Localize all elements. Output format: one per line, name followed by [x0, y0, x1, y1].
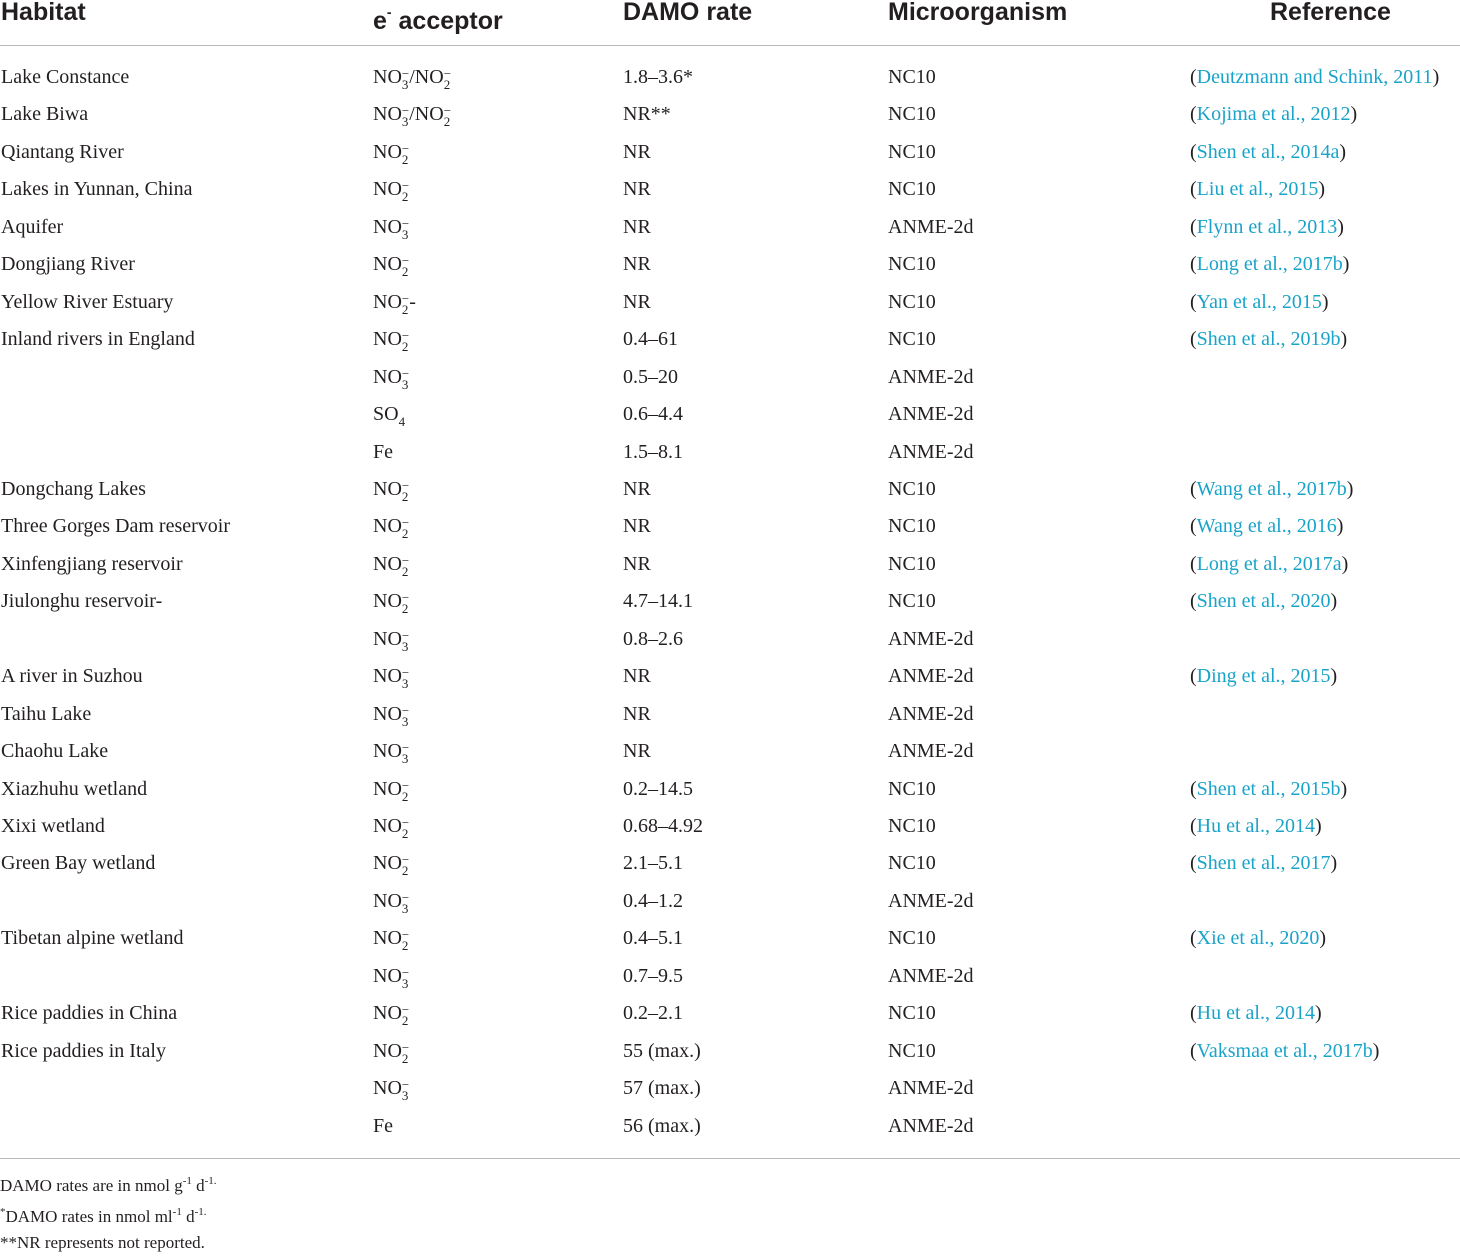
table-row — [0, 324, 1460, 361]
cell-habitat: Yellow River Estuary — [1, 290, 174, 313]
cell-acceptor: NO − 3 — [373, 889, 410, 916]
cell-habitat: Green Bay wetland — [1, 852, 156, 875]
table-row — [0, 736, 1460, 773]
table-row — [0, 586, 1460, 623]
cell-acceptor: NO − 2 — [373, 815, 410, 841]
cell-rate: 1.8–3.6* — [623, 66, 693, 88]
cell-acceptor: NO − 2 — [373, 1039, 410, 1066]
cell-microorganism: ANME-2d — [888, 740, 974, 763]
cell-microorganism: ANME-2d — [888, 964, 974, 987]
cell-reference: (Shen et al., 2017) — [1190, 852, 1338, 875]
cell-habitat: Jiulonghu reservoir- — [1, 590, 163, 613]
cell-reference: (Ding et al., 2015) — [1190, 665, 1338, 688]
cell-rate: 0.7–9.5 — [623, 964, 683, 987]
cell-microorganism: NC10 — [888, 1002, 936, 1025]
cell-habitat: Qiantang River — [1, 140, 124, 163]
table-row — [0, 886, 1460, 923]
cell-habitat: Dongjiang River — [1, 253, 135, 276]
cell-rate: 4.7–14.1 — [623, 590, 693, 613]
cell-rate: 0.2–2.1 — [623, 1002, 683, 1025]
cell-acceptor: NO − 2 — [373, 253, 410, 280]
cell-acceptor: NO − 2 — [373, 477, 410, 504]
cell-rate: NR — [623, 665, 651, 688]
table-row — [0, 474, 1460, 511]
cell-rate: NR — [623, 740, 651, 763]
cell-habitat: Aquifer — [1, 215, 64, 238]
table-header — [0, 0, 1460, 46]
cell-microorganism: NC10 — [888, 852, 936, 875]
cell-acceptor: NO − 3 — [373, 702, 410, 729]
cell-acceptor: NO − 2 — [373, 1002, 410, 1029]
cell-reference: (Wang et al., 2016) — [1190, 515, 1344, 538]
cell-rate: NR — [623, 477, 651, 500]
cell-habitat: Rice paddies in China — [1, 1002, 178, 1025]
table-row — [0, 437, 1460, 474]
cell-microorganism: ANME-2d — [888, 889, 974, 912]
cell-rate: 0.4–1.2 — [623, 889, 683, 912]
cell-microorganism: ANME-2d — [888, 1077, 974, 1100]
table-row — [0, 624, 1460, 661]
table-row — [0, 287, 1460, 324]
cell-acceptor: NO − 3 — [373, 215, 410, 242]
table-row — [0, 511, 1460, 548]
reference-link[interactable]: Long et al., 2017b — [1196, 253, 1343, 276]
table-row — [0, 998, 1460, 1035]
note-nr: **NR represents not reported. — [0, 1233, 205, 1252]
cell-acceptor: SO 4 — [373, 403, 406, 430]
table-row — [0, 848, 1460, 885]
cell-reference: (Shen et al., 2014a) — [1190, 140, 1347, 163]
cell-microorganism: NC10 — [888, 328, 936, 351]
table-row — [0, 1073, 1460, 1110]
cell-acceptor: NO − 2 — [373, 927, 410, 954]
cell-microorganism: NC10 — [888, 290, 936, 313]
cell-rate: NR — [623, 290, 651, 313]
cell-acceptor: NO − 2 — [373, 852, 410, 879]
reference-link[interactable]: Vaksmaa et al., 2017b — [1196, 1039, 1373, 1062]
header-rule — [0, 45, 1460, 46]
cell-acceptor: NO − 3 — [373, 665, 410, 692]
cell-rate: NR** — [623, 103, 671, 126]
cell-microorganism: NC10 — [888, 1039, 936, 1062]
table-row — [0, 961, 1460, 998]
cell-habitat: Xiazhuhu wetland — [1, 777, 148, 800]
reference-link[interactable]: Ding et al., 2015 — [1196, 665, 1331, 688]
cell-microorganism: ANME-2d — [888, 665, 974, 688]
header-microorganism: Microorganism — [888, 0, 1068, 26]
cell-habitat: Tibetan alpine wetland — [1, 927, 184, 950]
cell-acceptor: NO − 3 — [373, 964, 410, 991]
reference-link[interactable]: Shen et al., 2014a — [1196, 140, 1340, 163]
cell-microorganism: ANME-2d — [888, 440, 974, 463]
cell-habitat: Chaohu Lake — [1, 740, 109, 763]
footer-rule — [0, 1158, 1460, 1159]
cell-reference: (Long et al., 2017b) — [1190, 253, 1350, 276]
cell-reference: (Kojima et al., 2012) — [1190, 103, 1358, 126]
table-row — [0, 1111, 1460, 1148]
cell-acceptor: NO − 2 — [373, 777, 410, 804]
cell-reference: (Hu et al., 2014) — [1190, 1002, 1322, 1025]
cell-rate: NR — [623, 702, 651, 725]
table-row — [0, 62, 1460, 99]
cell-habitat: Inland rivers in England — [1, 328, 195, 351]
cell-rate: NR — [623, 515, 651, 538]
cell-rate: 0.2–14.5 — [623, 777, 693, 800]
cell-acceptor: Fe — [373, 1114, 393, 1137]
reference-link[interactable]: Shen et al., 2019b — [1196, 328, 1341, 351]
table-row — [0, 212, 1460, 249]
cell-reference: (Shen et al., 2020) — [1190, 590, 1338, 613]
cell-rate: NR — [623, 140, 651, 163]
table-row — [0, 137, 1460, 174]
cell-habitat: Rice paddies in Italy — [1, 1039, 166, 1062]
cell-rate: 1.5–8.1 — [623, 440, 683, 463]
cell-rate: 0.5–20 — [623, 365, 678, 388]
cell-reference: (Shen et al., 2019b) — [1190, 328, 1348, 351]
table-row — [0, 811, 1460, 848]
table-row — [0, 699, 1460, 736]
cell-microorganism: NC10 — [888, 590, 936, 613]
cell-microorganism: NC10 — [888, 777, 936, 800]
cell-acceptor: NO − 2 — [373, 328, 410, 355]
cell-habitat: Lakes in Yunnan, China — [1, 178, 193, 201]
cell-microorganism: ANME-2d — [888, 702, 974, 725]
cell-rate: 0.4–5.1 — [623, 927, 683, 950]
reference-link[interactable]: Liu et al., 2015 — [1196, 178, 1319, 201]
table-row — [0, 549, 1460, 586]
table-row — [0, 923, 1460, 960]
cell-habitat: A river in Suzhou — [1, 665, 143, 688]
cell-rate: 0.8–2.6 — [623, 627, 683, 650]
reference-link[interactable]: Flynn et al., 2013 — [1196, 215, 1338, 238]
cell-acceptor: NO − 2 — [373, 178, 410, 205]
cell-rate: NR — [623, 215, 651, 238]
cell-microorganism: NC10 — [888, 66, 936, 88]
cell-reference: (Deutzmann and Schink, 2011) — [1190, 66, 1440, 88]
table-row — [0, 99, 1460, 136]
cell-acceptor: NO − 2 — [373, 515, 410, 542]
reference-link[interactable]: Shen et al., 2020 — [1196, 590, 1331, 613]
cell-rate: 0.68–4.92 — [623, 815, 703, 837]
cell-microorganism: NC10 — [888, 103, 936, 126]
cell-microorganism: ANME-2d — [888, 365, 974, 388]
reference-link[interactable]: Long et al., 2017a — [1196, 552, 1342, 575]
cell-habitat: Lake Constance — [1, 66, 130, 88]
note-asterisk: *DAMO rates in nmol $ml^{-1}$ $d^{-1.}$ — [0, 1206, 207, 1226]
cell-microorganism: NC10 — [888, 253, 936, 276]
cell-reference: (Long et al., 2017a) — [1190, 552, 1349, 575]
note-units: DAMO rates are in nmol $g^{-1}$ $d^{-1.}$ — [0, 1175, 217, 1195]
table-row — [0, 661, 1460, 698]
cell-acceptor: NO − 2 — [373, 140, 410, 167]
cell-acceptor: NO − 3 — [373, 740, 410, 767]
cell-microorganism: NC10 — [888, 477, 936, 500]
cell-rate: NR — [623, 552, 651, 575]
cell-habitat: Xixi wetland — [1, 815, 105, 837]
cell-microorganism: ANME-2d — [888, 1114, 974, 1137]
table-row — [0, 399, 1460, 436]
cell-habitat: Xinfengjiang reservoir — [1, 552, 183, 575]
cell-acceptor: NO − 3 /NO − 2 — [373, 66, 452, 92]
cell-reference: (Vaksmaa et al., 2017b) — [1190, 1039, 1380, 1062]
cell-microorganism: NC10 — [888, 815, 936, 837]
cell-microorganism: NC10 — [888, 140, 936, 163]
table-row — [0, 774, 1460, 811]
cell-acceptor: NO − 3 — [373, 627, 410, 654]
cell-habitat: Taihu Lake — [1, 702, 92, 725]
reference-link[interactable]: Wang et al., 2016 — [1196, 515, 1337, 538]
cell-rate: 2.1–5.1 — [623, 852, 683, 875]
table-row — [0, 1036, 1460, 1073]
table-notes — [0, 1168, 217, 1256]
table-row — [0, 362, 1460, 399]
cell-microorganism: NC10 — [888, 552, 936, 575]
cell-rate: 0.6–4.4 — [623, 403, 683, 426]
cell-acceptor: NO − 2 — [373, 552, 410, 579]
reference-link[interactable]: Hu et al., 2014 — [1196, 1002, 1315, 1025]
cell-rate: NR — [623, 253, 651, 276]
cell-reference: (Xie et al., 2020) — [1190, 927, 1327, 950]
cell-microorganism: NC10 — [888, 515, 936, 538]
cell-acceptor: NO − 3 — [373, 365, 410, 392]
reference-link[interactable]: Shen et al., 2017 — [1196, 852, 1331, 875]
cell-habitat: Lake Biwa — [1, 103, 89, 126]
header-habitat: Habitat — [1, 0, 86, 26]
table-row — [0, 249, 1460, 286]
cell-acceptor: NO − 2 - — [373, 290, 416, 317]
header-rate: DAMO rate — [623, 0, 753, 26]
cell-microorganism: NC10 — [888, 178, 936, 201]
reference-link[interactable]: Hu et al., 2014 — [1196, 815, 1315, 837]
cell-microorganism: ANME-2d — [888, 627, 974, 650]
cell-microorganism: NC10 — [888, 927, 936, 950]
reference-link[interactable]: Deutzmann and Schink, 2011 — [1196, 66, 1433, 88]
cell-habitat: Dongchang Lakes — [1, 477, 146, 500]
cell-reference: (Flynn et al., 2013) — [1190, 215, 1344, 238]
cell-reference: (Hu et al., 2014) — [1190, 815, 1322, 837]
cell-acceptor: NO − 2 — [373, 590, 410, 617]
cell-reference: (Shen et al., 2015b) — [1190, 777, 1348, 800]
reference-link[interactable]: Yan et al., 2015 — [1196, 290, 1322, 313]
cell-microorganism: ANME-2d — [888, 403, 974, 426]
cell-acceptor: NO − 3 — [373, 1077, 410, 1104]
table-row — [0, 174, 1460, 211]
cell-reference: (Yan et al., 2015) — [1190, 290, 1329, 313]
cell-rate: 55 (max.) — [623, 1039, 701, 1062]
header-reference: Reference — [1270, 0, 1391, 26]
cell-reference: (Liu et al., 2015) — [1190, 178, 1325, 201]
reference-link[interactable]: Xie et al., 2020 — [1196, 927, 1320, 950]
reference-link[interactable]: Kojima et al., 2012 — [1196, 103, 1351, 126]
cell-rate: 0.4–61 — [623, 328, 678, 351]
cell-microorganism: ANME-2d — [888, 215, 974, 238]
cell-rate: NR — [623, 178, 651, 201]
header-acceptor: e- acceptor — [373, 4, 503, 35]
reference-link[interactable]: Wang et al., 2017b — [1196, 477, 1347, 500]
cell-acceptor: Fe — [373, 440, 393, 463]
cell-acceptor: NO − 3 /NO − 2 — [373, 103, 452, 130]
cell-rate: 57 (max.) — [623, 1077, 701, 1100]
cell-habitat: Three Gorges Dam reservoir — [1, 515, 230, 538]
reference-link[interactable]: Shen et al., 2015b — [1196, 777, 1341, 800]
cell-reference: (Wang et al., 2017b) — [1190, 477, 1354, 500]
cell-rate: 56 (max.) — [623, 1114, 701, 1137]
